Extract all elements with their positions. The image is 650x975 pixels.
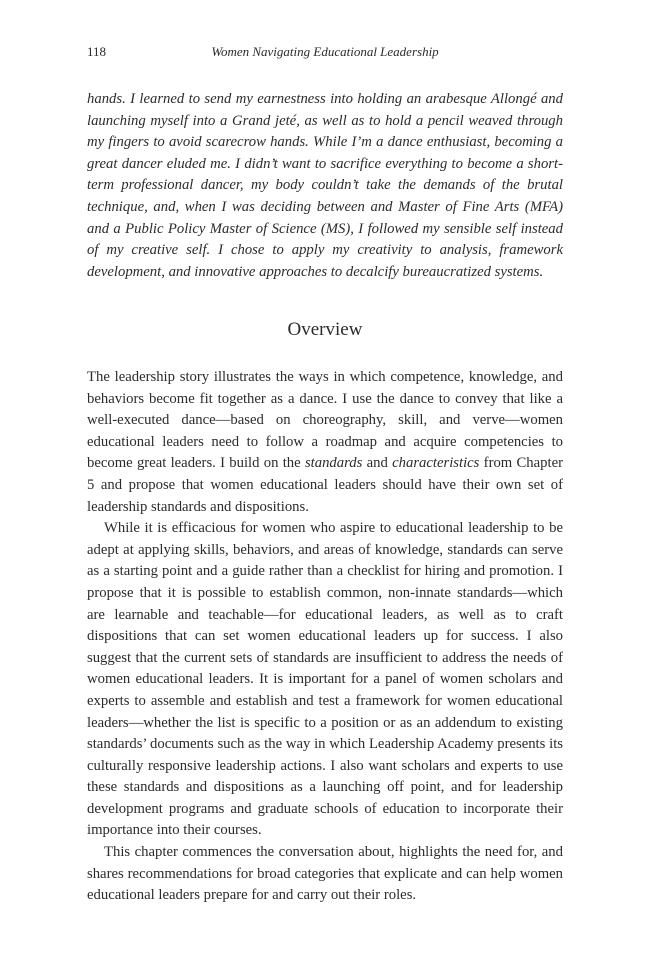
paragraph-1-text-a: The leadership story illustrates the ways in which competence, knowledge, and behaviors become fit together as a dance. I use the dance to convey that like a well-executed dance—based on choreography, skill, and verve—women educational leaders need to follow a roadmap and acquire competencies to become great leaders. I build on the <box>87 369 563 472</box>
running-title: Women Navigating Educational Leadership <box>211 44 439 59</box>
paragraph-1-text-c: from Chapter 5 and propose that women educational leaders should have their own set of leadership standards and dispositions. <box>87 455 564 515</box>
paragraph-3: This chapter commences the conversation about, highlights the need for, and shares recommendations for broad categories that explicate and can help women educational leaders prepare for and carry out their roles. <box>87 844 563 904</box>
page-number: 118 <box>87 44 107 59</box>
paragraph-1-text-b: and <box>362 455 393 472</box>
body-text <box>87 367 563 907</box>
section-heading: Overview <box>287 319 363 340</box>
page-header <box>87 44 563 64</box>
paragraph-2: While it is efficacious for women who aspire to educational leadership to be adept at applying skills, behaviors, and areas of knowledge, standards can serve as a starting point and a guide rather than a checklist for hiring and promotion. I propose that it is possible to establish common, non-innate standards—which are learnable and teachable—for educational leaders, as well as to craft dispositions that can set women educational leaders up for success. I also suggest that the current sets of standards are insufficient to address the needs of women educational leaders. It is important for a panel of women scholars and experts to assemble and establish and test a framework for women educational leaders—whether the list is specific to a position or as an addendum to existing standards’ documents such as the way in which Leadership Academy presents its culturally responsive leadership actions. I also want scholars and experts to use these standards and dispositions as a launching off point, and for leadership development programs and graduate schools of education to incorporate their importance into their courses. <box>87 520 563 839</box>
italic-narrative-passage: hands. I learned to send my earnestness into holding an arabesque Allongé and launching myself into a Grand jeté, as well as to hold a pencil weaved through my fingers to avoid scarecrow hands. While I’m a dance enthusiast, becoming a great dancer eluded me. I didn’t want to sacrifice everything to become a short-term professional dancer, my body couldn’t take the demands of the brutal technique, and, when I was deciding between and Master of Fine Arts (MFA) and a Public Policy Master of Science (MS), I followed my sensible self instead of my creative self. I chose to apply my creativity to analysis, framework development, and innovative approaches to decalcify bureaucratized systems. <box>87 91 563 280</box>
paragraph-1 <box>87 367 563 518</box>
emphasis-standards: standards <box>304 455 363 472</box>
emphasis-characteristics: characteristics <box>392 455 480 472</box>
